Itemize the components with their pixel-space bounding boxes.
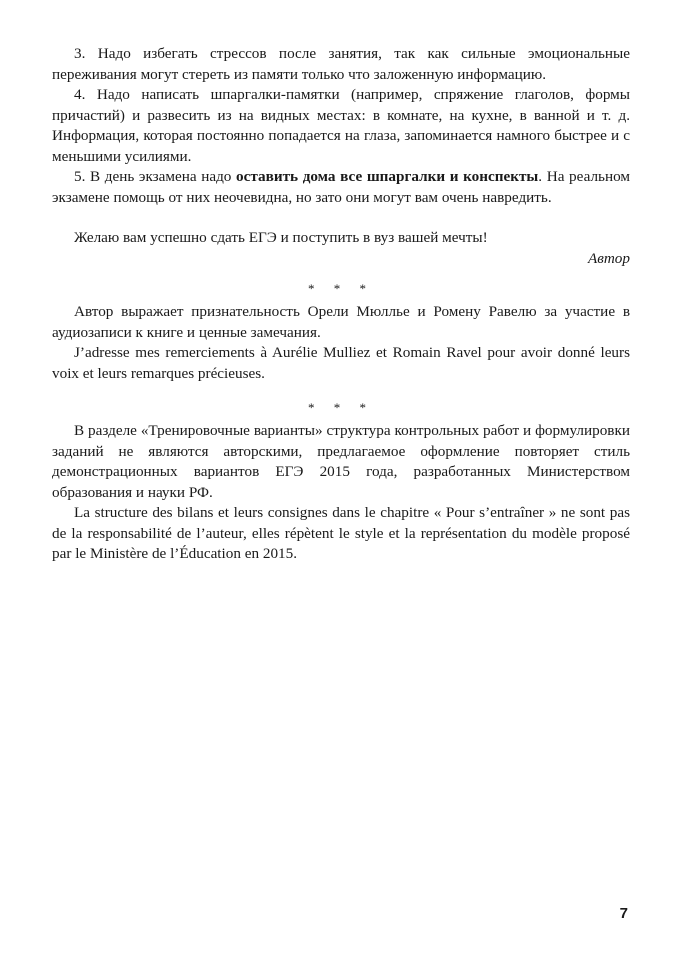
- acknowledgement-russian: Автор выражает признательность Орели Мюлльe и Ромену Равелю за участие в аудиозаписи к книге и ценные замечания.: [52, 303, 630, 341]
- tip-5-text-end: . На реальном экзамене помощь от них неочевидна, но зато они могут вам очень навредить.: [52, 168, 631, 206]
- disclaimer-french: La structure des bilans et leurs consignes dans le chapitre « Pour s’entraîner » ne sont pas de la responsabilité de l’auteur, elles répètent le style et la représentation du modèle proposé par le Ministère de l’Éducation en 2015.: [52, 504, 630, 562]
- closing-wish: Желаю вам успешно сдать ЕГЭ и поступить в вуз вашей мечты!: [74, 229, 488, 246]
- page-number: 7: [619, 905, 628, 922]
- tip-4-paragraph: 4. Надо написать шпаргалки-памятки (например, спряжение глаголов, формы причастий) и развесить из на видных местах: в комнате, на кухне, в ванной и т. д. Информация, которая постоянно попадается на глаза, запоминается намного быстрее и с меньшими усилиями.: [52, 86, 630, 165]
- section-separator-1: * * *: [308, 281, 374, 296]
- tip-5-paragraph: [52, 167, 630, 208]
- disclaimer-russian: В разделе «Тренировочные варианты» структура контрольных работ и формулировки заданий не являются авторскими, предлагаемое оформление повторяет стиль демонстрационных вариантов ЕГЭ 2015 года, разработанных Министерством образования и науки РФ.: [52, 422, 630, 501]
- tip-5-text-start: 5. В день экзамена надо: [74, 168, 237, 185]
- spacer: [52, 208, 630, 228]
- tip-3-paragraph: 3. Надо избегать стрессов после занятия, так как сильные эмоциональные переживания могут стереть из памяти только что заложенную информацию.: [52, 45, 630, 83]
- page-content: [52, 44, 630, 565]
- acknowledgement-french: J’adresse mes remerciements à Aurélie Mulliez et Romain Ravel pour avoir donné leurs voix et leurs remarques précieuses.: [52, 344, 630, 382]
- section-separator-2: * * *: [308, 400, 374, 415]
- tip-5-emphasis: оставить дома все шпаргалки и конспекты: [236, 168, 539, 185]
- author-signature: Автор: [587, 249, 630, 267]
